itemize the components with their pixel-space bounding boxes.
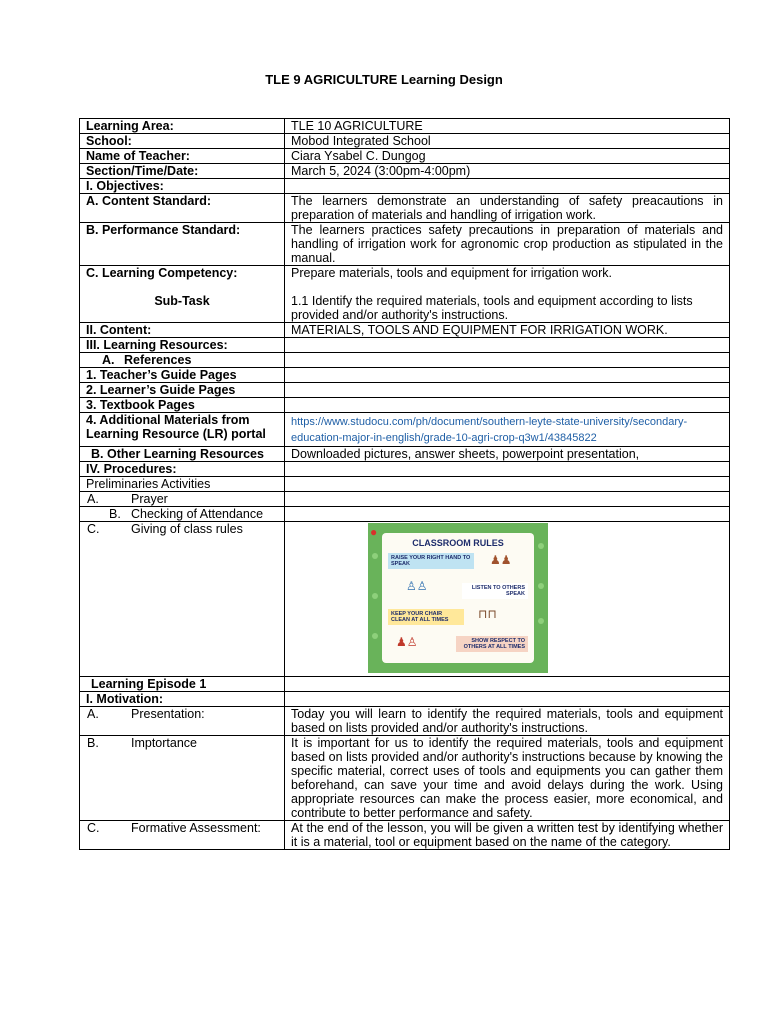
row-value: [285, 383, 730, 398]
row-label: 4. Additional Materials from Learning Resource (LR) portal: [80, 413, 285, 447]
item-label: Imptortance: [131, 736, 198, 750]
row-label: [80, 707, 285, 736]
students-talking-icon: ♙♙: [406, 579, 428, 593]
row-label: 1. Teacher’s Guide Pages: [80, 368, 285, 383]
table-row: [80, 477, 730, 492]
apple-icon: ●: [370, 525, 378, 539]
row-label: [80, 266, 285, 323]
row-label: 3. Textbook Pages: [80, 398, 285, 413]
row-label: I. Motivation:: [80, 692, 285, 707]
row-label: [80, 492, 285, 507]
row-value: Mobod Integrated School: [285, 134, 730, 149]
item-label: Giving of class rules: [131, 522, 243, 536]
row-label: [80, 821, 285, 850]
row-value: [285, 353, 730, 368]
row-value: [285, 522, 730, 677]
lr-portal-link[interactable]: https://www.studocu.com/ph/document/southern-leyte-state-university/secondary-education-major-in-english/grade-10-agri-crop-q3w1/43845822: [291, 416, 688, 444]
poster-rule: KEEP YOUR CHAIR CLEAN AT ALL TIMES: [388, 609, 464, 625]
row-value: [285, 338, 730, 353]
poster-panel: [382, 533, 534, 663]
row-value: The learners practices safety precautions in preparation of materials and handling of irrigation work for agronomic crop production as stipulated in the manual.: [285, 223, 730, 266]
row-label: Learning Area:: [80, 119, 285, 134]
document-title: TLE 9 AGRICULTURE Learning Design: [265, 72, 503, 87]
table-row: [80, 338, 730, 353]
item-label: Checking of Attendance: [131, 507, 264, 521]
row-label: B. Performance Standard:: [80, 223, 285, 266]
table-row: [80, 398, 730, 413]
table-row: [80, 677, 730, 692]
student-desk-icon: ♟♟: [490, 553, 512, 567]
table-row: [80, 164, 730, 179]
item-label: Formative Assessment:: [131, 821, 261, 835]
row-value: [285, 462, 730, 477]
item-label: References: [124, 353, 192, 367]
table-row: [80, 134, 730, 149]
item-letter: C.: [87, 821, 100, 835]
row-value: [285, 413, 730, 447]
row-value: [285, 266, 730, 323]
table-row: [80, 266, 730, 323]
row-value: Downloaded pictures, answer sheets, powerpoint presentation,: [285, 447, 730, 462]
classroom-rules-poster: [368, 523, 548, 673]
row-value: [285, 677, 730, 692]
item-letter: B.: [109, 507, 121, 521]
row-value: March 5, 2024 (3:00pm-4:00pm): [285, 164, 730, 179]
row-value: The learners demonstrate an understanding of safety preacautions in preparation of materials and handling of irrigation work.: [285, 194, 730, 223]
row-value: [285, 692, 730, 707]
row-value: [285, 507, 730, 522]
item-letter: B.: [87, 736, 99, 750]
students-sitting-icon: ♟♙: [396, 635, 418, 649]
poster-rule: RAISE YOUR RIGHT HAND TO SPEAK: [388, 553, 474, 569]
row-label: [80, 507, 285, 522]
poster-rule: LISTEN TO OTHERS SPEAK: [462, 583, 528, 599]
row-value: [285, 179, 730, 194]
table-row: [80, 507, 730, 522]
table-row: [80, 323, 730, 338]
row-value: [285, 398, 730, 413]
row-label: [80, 736, 285, 821]
table-row: [80, 821, 730, 850]
row-label: II. Content:: [80, 323, 285, 338]
row-value: MATERIALS, TOOLS AND EQUIPMENT FOR IRRIGATION WORK.: [285, 323, 730, 338]
table-row: [80, 149, 730, 164]
table-row: [80, 447, 730, 462]
row-label: A. Content Standard:: [80, 194, 285, 223]
table-row: [80, 522, 730, 677]
competency-value: Prepare materials, tools and equipment for irrigation work.: [291, 266, 612, 280]
row-label: School:: [80, 134, 285, 149]
item-letter: A.: [87, 707, 99, 721]
row-value: [285, 492, 730, 507]
row-value: TLE 10 AGRICULTURE: [285, 119, 730, 134]
row-value: It is important for us to identify the required materials, tools and equipment based on lists provided and/or authority's instructions because by knowing the specific material, correct uses of tools and equipments you can gather them beforehand, can save your time and avoid delays during the work. Using appropriate resources can make the process easier, more economical, and contribute to better performance and safety.: [285, 736, 730, 821]
item-letter: A.: [102, 353, 115, 367]
table-row: [80, 492, 730, 507]
row-label: III. Learning Resources:: [80, 338, 285, 353]
item-letter: A.: [87, 492, 99, 506]
row-label: Name of Teacher:: [80, 149, 285, 164]
competency-label: C. Learning Competency:: [86, 266, 238, 280]
table-row: [80, 736, 730, 821]
table-row: [80, 383, 730, 398]
chair-icon: ⊓⊓: [478, 607, 497, 621]
row-label: Learning Episode 1: [80, 677, 285, 692]
row-value: At the end of the lesson, you will be given a written test by identifying whether it is a material, tool or equipment based on the name of the category.: [285, 821, 730, 850]
row-value: Today you will learn to identify the required materials, tools and equipment based on lists provided and/or authority's instructions.: [285, 707, 730, 736]
table-row: [80, 194, 730, 223]
subtask-value: 1.1 Identify the required materials, tools and equipment according to lists provided and/or authority's instructions.: [291, 294, 693, 322]
item-letter: C.: [87, 522, 100, 536]
row-label: [80, 353, 285, 368]
item-label: Prayer: [131, 492, 168, 506]
row-label: Section/Time/Date:: [80, 164, 285, 179]
subtask-label: Sub-Task: [154, 294, 210, 308]
row-label: 2. Learner’s Guide Pages: [80, 383, 285, 398]
poster-rule: SHOW RESPECT TO OTHERS AT ALL TIMES: [456, 636, 528, 652]
table-row: [80, 353, 730, 368]
row-value: [285, 477, 730, 492]
row-label: B. Other Learning Resources: [80, 447, 285, 462]
row-label: Preliminaries Activities: [80, 477, 285, 492]
table-row: [80, 368, 730, 383]
row-value: Ciara Ysabel C. Dungog: [285, 149, 730, 164]
table-row: [80, 692, 730, 707]
row-value: [285, 368, 730, 383]
learning-design-table: [79, 118, 730, 850]
table-row: [80, 462, 730, 477]
row-label: [80, 522, 285, 677]
table-row: [80, 119, 730, 134]
table-row: [80, 179, 730, 194]
table-row: [80, 413, 730, 447]
table-row: [80, 707, 730, 736]
poster-title: CLASSROOM RULES: [412, 538, 504, 548]
row-label: I. Objectives:: [80, 179, 285, 194]
row-label: IV. Procedures:: [80, 462, 285, 477]
table-row: [80, 223, 730, 266]
item-label: Presentation:: [131, 707, 205, 721]
